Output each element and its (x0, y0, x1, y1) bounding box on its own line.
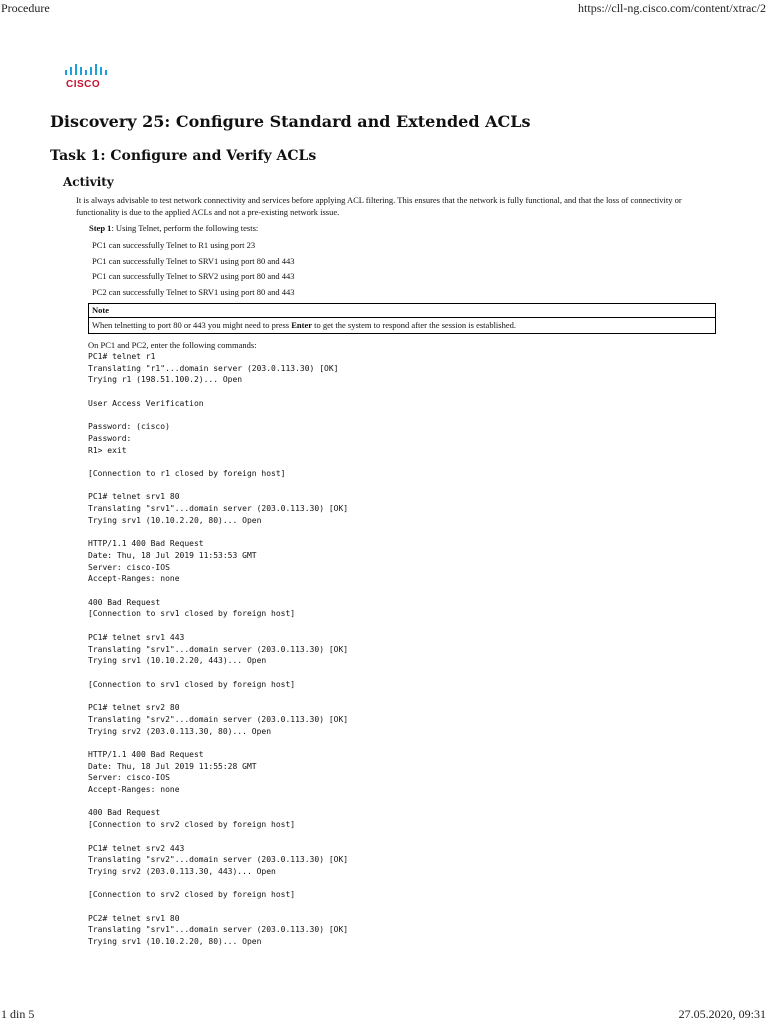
console-line (88, 410, 720, 422)
command-intro: On PC1 and PC2, enter the following commands: (88, 340, 257, 350)
list-item: PC1 can successfully Telnet to SRV1 using port 80 and 443 (92, 255, 295, 266)
console-line: HTTP/1.1 400 Bad Request (88, 749, 204, 759)
console-line: [Connection to srv1 closed by foreign host] (88, 609, 296, 619)
console-line (88, 690, 720, 702)
console-line (88, 620, 720, 632)
print-header (0, 0, 768, 18)
console-line: 400 Bad Request (88, 597, 161, 607)
console-line: [Connection to srv2 closed by foreign host] (88, 820, 296, 830)
note-box (88, 303, 716, 334)
console-line (88, 737, 720, 749)
console-line: Accept-Ranges: none (88, 574, 180, 584)
console-line: Trying r1 (198.51.100.2)... Open (88, 375, 243, 385)
console-line: [Connection to srv1 closed by foreign host] (88, 679, 296, 689)
console-line: PC2# telnet srv1 80 (88, 913, 180, 923)
note-body (89, 318, 715, 333)
note-bold: Enter (291, 320, 313, 330)
console-line: PC1# telnet r1 (88, 352, 156, 361)
console-line: Date: Thu, 18 Jul 2019 11:55:28 GMT (88, 761, 257, 771)
console-line: PC1# telnet srv1 80 (88, 492, 180, 502)
page-title: Discovery 25: Configure Standard and Extended ACLs (50, 112, 531, 131)
console-line: Password: (cisco) (88, 422, 170, 432)
console-line: Translating "r1"...domain server (203.0.113.30) [OK] (88, 363, 339, 373)
console-line: HTTP/1.1 400 Bad Request (88, 539, 204, 549)
note-text-before: When telnetting to port 80 or 443 you might need to press (92, 320, 292, 330)
task-title: Task 1: Configure and Verify ACLs (50, 148, 317, 164)
console-line: [Connection to srv2 closed by foreign host] (88, 890, 296, 900)
console-line: PC1# telnet srv2 80 (88, 703, 180, 713)
console-line: Date: Thu, 18 Jul 2019 11:53:53 GMT (88, 550, 257, 560)
console-line: Server: cisco-IOS (88, 773, 170, 783)
note-text-after: to get the system to respond after the session is established. (312, 320, 516, 330)
cisco-wordmark: CISCO (66, 79, 101, 90)
console-line: Translating "srv2"...domain server (203.0.113.30) [OK] (88, 855, 349, 865)
console-line: Accept-Ranges: none (88, 785, 180, 795)
console-line: Trying srv1 (10.10.2.20, 80)... Open (88, 515, 262, 525)
console-line (88, 667, 720, 679)
console-line (88, 831, 720, 843)
test-list (92, 238, 720, 300)
document-content (50, 110, 720, 948)
step-1 (89, 222, 720, 234)
console-line (88, 585, 720, 597)
step-label: Step 1 (89, 223, 112, 233)
intro-paragraph: It is always advisable to test network connectivity and services before applying ACL filtering. This ensures that the network is fully functional, and that the loss of connectivity or functionality is due to the applied ACLs and not a pre-existing network issue. (76, 195, 682, 217)
list-item: PC2 can successfully Telnet to SRV1 using port 80 and 443 (92, 286, 295, 297)
print-header-title: Procedure (1, 1, 50, 15)
console-output (88, 351, 720, 948)
console-line (88, 901, 720, 913)
console-line: 400 Bad Request (88, 808, 161, 818)
console-line: Password: (88, 433, 132, 443)
print-footer (0, 1006, 768, 1024)
section-title: Activity (63, 175, 114, 189)
console-line: Translating "srv1"...domain server (203.0.113.30) [OK] (88, 925, 349, 935)
console-line: Trying srv2 (203.0.113.30, 80)... Open (88, 726, 272, 736)
console-line: Server: cisco-IOS (88, 562, 170, 572)
console-line: PC1# telnet srv2 443 (88, 843, 185, 853)
console-line: PC1# telnet srv1 443 (88, 632, 185, 642)
cisco-logo (64, 64, 110, 92)
console-line (88, 456, 720, 468)
console-line: Translating "srv2"...domain server (203.0.113.30) [OK] (88, 714, 349, 724)
console-line: User Access Verification (88, 398, 204, 408)
console-line: Translating "srv1"...domain server (203.0.113.30) [OK] (88, 644, 349, 654)
console-line: Trying srv2 (203.0.113.30, 443)... Open (88, 866, 276, 876)
console-line: [Connection to r1 closed by foreign host] (88, 469, 286, 479)
print-timestamp: 27.05.2020, 09:31 (678, 1007, 766, 1021)
cisco-bridge-logo-icon (64, 64, 110, 78)
step-text: : Using Telnet, perform the following tests: (111, 223, 259, 233)
console-line: R1> exit (88, 445, 127, 455)
note-heading: Note (89, 304, 715, 318)
print-header-url: https://cll-ng.cisco.com/content/xtrac/2 (578, 1, 766, 15)
page-number: 1 din 5 (1, 1007, 35, 1021)
list-item: PC1 can successfully Telnet to R1 using port 23 (92, 240, 256, 250)
console-line: Trying srv1 (10.10.2.20, 80)... Open (88, 937, 262, 947)
console-line: Trying srv1 (10.10.2.20, 443)... Open (88, 656, 267, 666)
console-line (88, 878, 720, 890)
console-line (88, 480, 720, 492)
console-line (88, 386, 720, 398)
console-line: Translating "srv1"...domain server (203.0.113.30) [OK] (88, 504, 349, 514)
list-item: PC1 can successfully Telnet to SRV2 using port 80 and 443 (92, 271, 295, 281)
console-line (88, 527, 720, 539)
console-line (88, 796, 720, 808)
